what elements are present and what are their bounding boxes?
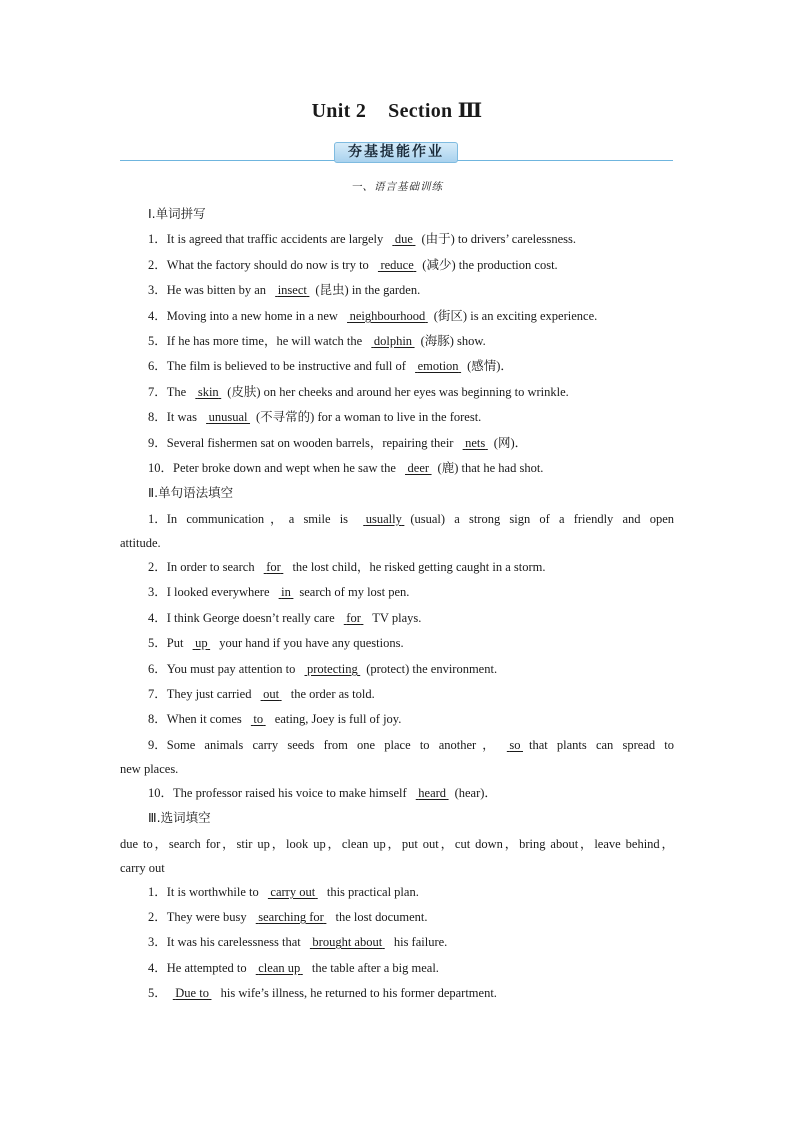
item-text: (鹿) that he had shot.	[437, 461, 544, 475]
page-title	[0, 98, 794, 123]
part3-heading: Ⅲ.选词填空	[148, 810, 211, 825]
item-number: 1．	[148, 232, 167, 246]
item-text: (皮肤) on her cheeks and around her eyes was beginning to wrinkle.	[227, 385, 569, 399]
item-number: 2．	[148, 910, 167, 924]
item-number: 3．	[148, 585, 167, 599]
list-item	[148, 231, 576, 247]
item-text: It was	[166, 410, 201, 424]
list-item	[148, 511, 674, 527]
list-item	[148, 282, 420, 298]
answer-blank: due	[394, 232, 413, 246]
list-item	[148, 960, 439, 976]
answer-blank: insect	[277, 283, 307, 297]
section-subtitle: 一、语言基础训练	[351, 181, 443, 193]
item-text: (网)．	[493, 436, 528, 450]
part2-heading: Ⅱ.单句语法填空	[148, 485, 234, 500]
list-item	[148, 661, 497, 677]
item-text: When it comes	[166, 712, 245, 726]
item-text: He was bitten by an	[166, 283, 270, 297]
item-text: Put	[166, 636, 187, 650]
section-banner: 夯基提能作业	[334, 142, 458, 163]
item-text: It is worthwhile to	[166, 885, 262, 899]
item-number: 3．	[148, 935, 167, 949]
item-number: 4．	[148, 611, 167, 625]
item-text: his failure.	[390, 935, 448, 949]
item-number: 7．	[148, 385, 167, 399]
answer-blank: deer	[407, 461, 430, 475]
list-item	[148, 460, 543, 476]
item-text: If he has more time，he will watch the	[166, 334, 366, 348]
list-item	[148, 358, 513, 374]
answer-blank: so	[509, 738, 521, 752]
answer-blank: dolphin	[373, 334, 413, 348]
answer-blank: carry out	[270, 885, 316, 899]
list-item	[148, 435, 527, 451]
item-text: Peter broke down and wept when he saw the	[173, 461, 399, 475]
item-text: the table after a big meal.	[308, 961, 439, 975]
word-bank: due to，search for，stir up，look up，clean up，put out，cut down，bring about，leave behind，	[120, 837, 674, 851]
item-text: (街区) is an exciting experience.	[433, 309, 598, 323]
item-text: In communication，a smile is	[166, 512, 358, 526]
item-text: I think George doesn’t really care	[166, 611, 338, 625]
item-number: 2．	[148, 258, 167, 272]
list-item	[148, 610, 421, 626]
item-text: search of my lost pen.	[299, 585, 410, 599]
item-text: his wife’s illness, he returned to his former department.	[217, 986, 497, 1000]
title-section: Section Ⅲ	[388, 100, 483, 122]
answer-blank: emotion	[417, 359, 459, 373]
item-number: 6．	[148, 662, 167, 676]
item-text: (不寻常的) for a woman to live in the forest.	[256, 410, 482, 424]
answer-blank: unusual	[208, 410, 248, 424]
list-item	[148, 909, 428, 925]
item-text: (protect) the environment.	[366, 662, 498, 676]
item-text: (感情)．	[467, 359, 513, 373]
item-number: 4．	[148, 961, 167, 975]
item-text: What the factory should do now is try to	[166, 258, 372, 272]
item-text: They just carried	[166, 687, 255, 701]
answer-blank: in	[281, 585, 291, 599]
item-number: 8．	[148, 712, 167, 726]
item-text: your hand if you have any questions.	[216, 636, 404, 650]
item-number: 10．	[148, 786, 174, 800]
item-text: (减少) the production cost.	[422, 258, 558, 272]
item-number: 5．	[148, 636, 167, 650]
list-item	[148, 333, 486, 349]
item-number: 1．	[148, 885, 167, 899]
item-text: They were busy	[166, 910, 250, 924]
list-item	[148, 934, 447, 950]
item-text: The professor raised his voice to make himself	[173, 786, 410, 800]
word-bank-continuation: carry out	[120, 861, 165, 875]
item-text: (hear)．	[454, 786, 497, 800]
item-number: 8．	[148, 410, 167, 424]
item-text: (usual) a strong sign of a friendly and open	[410, 512, 674, 526]
list-item	[148, 985, 497, 1001]
answer-blank: skin	[197, 385, 219, 399]
list-item	[148, 884, 419, 900]
item-text: You must pay attention to	[166, 662, 299, 676]
item-text: this practical plan.	[323, 885, 419, 899]
title-unit: Unit 2	[311, 100, 367, 122]
answer-blank: protecting	[307, 662, 358, 676]
item-number: 6．	[148, 359, 167, 373]
list-item	[148, 635, 404, 651]
list-item	[148, 584, 409, 600]
answer-blank: brought about	[312, 935, 383, 949]
list-item	[148, 686, 375, 702]
item-number: 5．	[148, 334, 167, 348]
answer-blank: up	[195, 636, 208, 650]
list-item	[148, 711, 401, 727]
list-item	[148, 559, 546, 575]
item-text: The film is believed to be instructive and full of	[166, 359, 410, 373]
item-text: the order as told.	[287, 687, 375, 701]
answer-blank: to	[253, 712, 264, 726]
answer-blank: heard	[418, 786, 447, 800]
item-number: 4．	[148, 309, 167, 323]
answer-blank: for	[346, 611, 361, 625]
item-continuation: attitude.	[120, 536, 161, 550]
item-text: Several fishermen sat on wooden barrels，repairing their	[166, 436, 457, 450]
item-number: 9．	[148, 738, 167, 752]
answer-blank: usually	[365, 512, 402, 526]
item-continuation: new places.	[120, 762, 179, 776]
answer-blank: searching for	[258, 910, 324, 924]
item-text: eating, Joey is full of joy.	[271, 712, 402, 726]
item-text: Moving into a new home in a new	[166, 309, 342, 323]
answer-blank: clean up	[258, 961, 301, 975]
item-text: the lost document.	[332, 910, 428, 924]
item-number: 7．	[148, 687, 167, 701]
answer-blank: Due to	[175, 986, 209, 1000]
item-text: In order to search	[166, 560, 258, 574]
answer-blank: out	[263, 687, 280, 701]
item-number: 3．	[148, 283, 167, 297]
item-number: 1．	[148, 512, 167, 526]
item-text: that plants can spread to	[528, 738, 674, 752]
item-text: TV plays.	[369, 611, 422, 625]
list-item	[148, 308, 597, 324]
item-number: 10．	[148, 461, 174, 475]
part1-heading: Ⅰ.单词拼写	[148, 206, 206, 221]
answer-blank: reduce	[380, 258, 414, 272]
item-number: 9．	[148, 436, 167, 450]
item-text: (昆虫) in the garden.	[315, 283, 421, 297]
item-text: (海豚) show.	[420, 334, 486, 348]
item-text: Some animals carry seeds from one place to another，	[166, 738, 501, 752]
list-item	[148, 785, 497, 801]
list-item	[148, 384, 569, 400]
item-text: He attempted to	[166, 961, 250, 975]
answer-blank: neighbourhood	[349, 309, 426, 323]
item-text: (由于) to drivers’ carelessness.	[421, 232, 577, 246]
item-number: 2．	[148, 560, 167, 574]
item-text: It was his carelessness that	[166, 935, 304, 949]
list-item	[148, 409, 481, 425]
item-text: It is agreed that traffic accidents are largely	[166, 232, 387, 246]
item-text: The	[166, 385, 190, 399]
item-text: the lost child，he risked getting caught in a storm.	[289, 560, 546, 574]
item-number: 5．	[148, 986, 167, 1000]
list-item	[148, 257, 558, 273]
list-item	[148, 737, 674, 753]
answer-blank: for	[266, 560, 281, 574]
item-text: I looked everywhere	[166, 585, 273, 599]
answer-blank: nets	[465, 436, 486, 450]
